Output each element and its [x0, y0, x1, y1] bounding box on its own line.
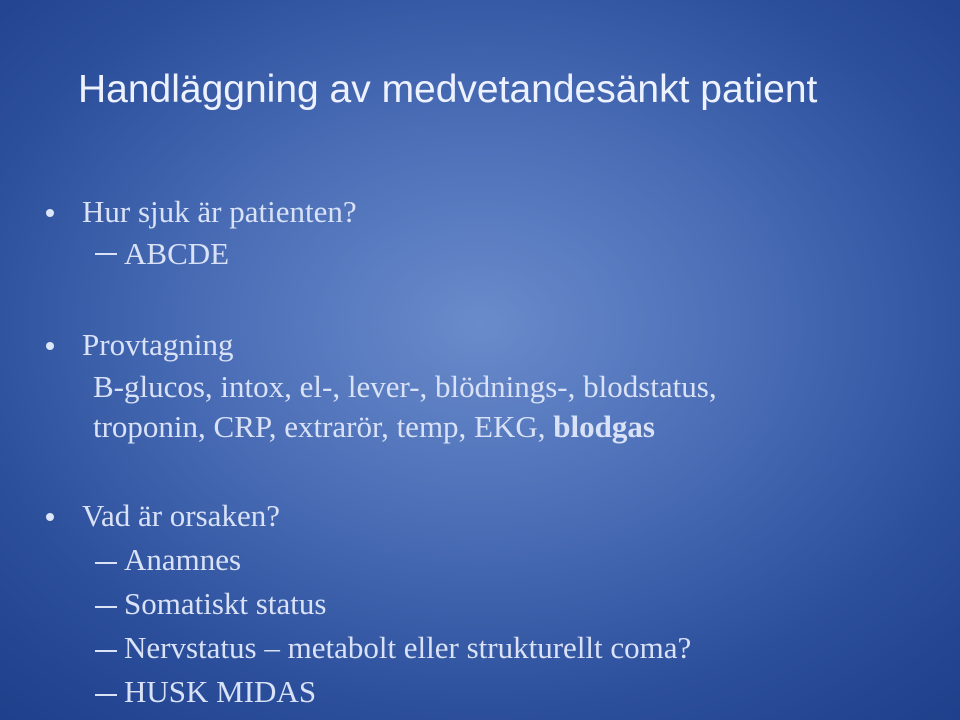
subitem-somatiskt-status: Somatiskt status [124, 586, 327, 621]
dash-marker [95, 606, 117, 608]
dash-marker [95, 694, 117, 696]
subitem-husk-midas: HUSK MIDAS [124, 674, 317, 709]
bullet-marker [46, 209, 54, 217]
dash-marker [95, 562, 117, 564]
bullet-hur-sjuk: Hur sjuk är patienten? [82, 194, 357, 229]
bullet-vad-ar-orsaken: Vad är orsaken? [82, 498, 280, 533]
provtagning-line-2-text: troponin, CRP, extrarör, temp, EKG, [93, 409, 554, 444]
bullet-provtagning: Provtagning [82, 327, 234, 362]
bullet-marker [46, 342, 54, 350]
subitem-abcde: ABCDE [124, 236, 230, 271]
provtagning-line-2 [93, 409, 655, 445]
slide-title: Handläggning av medvetandesänkt patient [78, 68, 818, 111]
bullet-marker [46, 513, 54, 521]
provtagning-line-2-bold: blodgas [553, 409, 655, 444]
subitem-nervstatus: Nervstatus – metabolt eller strukturellt coma? [124, 630, 692, 665]
subitem-anamnes: Anamnes [124, 542, 242, 577]
provtagning-line-1: B-glucos, intox, el-, lever-, blödnings-, blodstatus, [93, 369, 717, 404]
dash-marker [95, 650, 117, 652]
dash-marker [95, 253, 117, 255]
